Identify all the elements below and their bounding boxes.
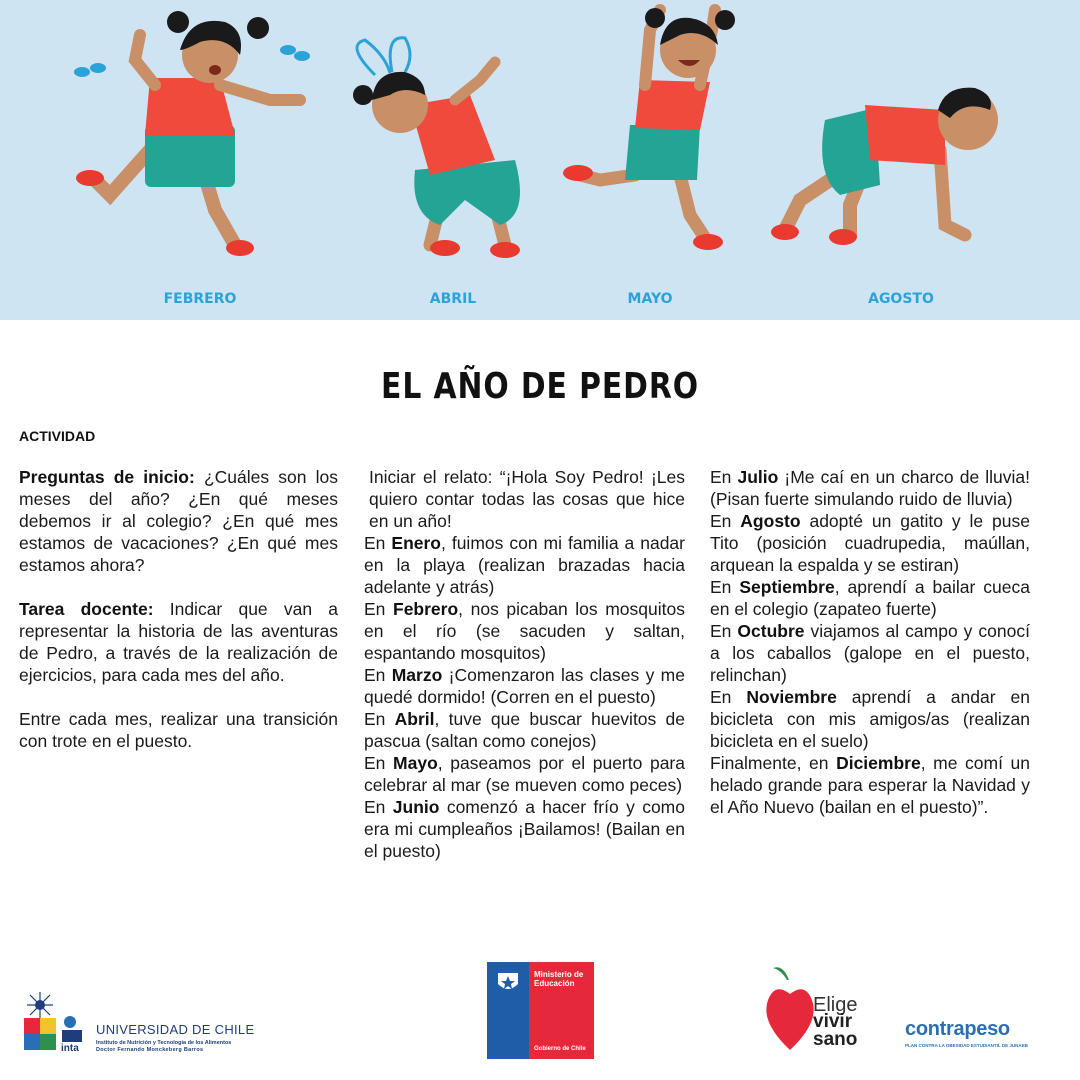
elige-vivir-sano-word-vivir: vivir — [813, 1011, 853, 1032]
month-label-agosto: AGOSTO — [868, 291, 934, 307]
boy-agosto-figure — [771, 88, 998, 245]
story-item: En Abril, tuve que buscar huevitos de pascua (saltan como conejos) — [364, 709, 685, 751]
girl-febrero-figure — [76, 11, 300, 256]
gobierno-de-chile-text: Gobierno de Chile — [534, 1046, 586, 1052]
column-story-part-2 — [710, 466, 1030, 818]
starting-questions-paragraph — [19, 466, 338, 576]
story-item: En Mayo, paseamos por el puerto para celebrar al mar (se mueven como peces) — [364, 753, 685, 795]
starting-questions-text: ¿Cuáles son los meses del año? ¿En qué meses debemos ir al colegio? ¿En qué mes estamos de vacaciones? ¿En qué mes estamos ahora? — [19, 467, 338, 575]
story-item: En Julio ¡Me caí en un charco de lluvia! (Pisan fuerte simulando ruido de lluvia) — [710, 467, 1030, 509]
girl-mayo-figure — [563, 8, 735, 250]
teacher-task-heading: Tarea docente: — [19, 599, 154, 619]
story-intro: Iniciar el relato: “¡Hola Soy Pedro! ¡Les quiero contar todas las cosas que hice en un año! — [369, 467, 685, 531]
column-intro — [19, 466, 338, 752]
elige-vivir-sano-word-elige: Elige — [813, 994, 858, 1016]
story-item: En Enero, fuimos con mi familia a nadar en la playa (realizan brazadas hacia adelante y atrás) — [364, 533, 685, 597]
contrapeso-logo-text: contrapeso — [905, 1018, 1010, 1040]
inta-logo-text: Instituto de Nutrición y Tecnología de los Alimentos — [96, 1040, 232, 1046]
activity-label: ACTIVIDAD — [19, 428, 96, 444]
month-label-mayo: MAYO — [627, 291, 673, 307]
month-label-abril: ABRIL — [429, 291, 477, 307]
story-item: En Octubre viajamos al campo y conocí a los caballos (galope en el puesto, relinchan) — [710, 621, 1030, 685]
apple-heart-icon — [765, 962, 815, 1052]
inta-logo-subtext: Doctor Fernando Monckeberg Barros — [96, 1047, 204, 1053]
mineduc-logo — [487, 962, 594, 1059]
story-item: En Agosto adopté un gatito y le puse Tito (posición cuadrupedia, maúllan, arquean la espalda y se estiran) — [710, 511, 1030, 575]
uchile-inta-logo-icon — [22, 990, 92, 1060]
story-item: En Septiembre, aprendí a bailar cueca en el colegio (zapateo fuerte) — [710, 577, 1030, 619]
transition-paragraph: Entre cada mes, realizar una transición con trote en el puesto. — [19, 709, 338, 751]
page-title: EL AÑO DE PEDRO — [381, 366, 699, 407]
girl-abril-figure — [353, 38, 520, 258]
mineduc-line2: Educación — [534, 979, 575, 988]
story-item: En Junio comenzó a hacer frío y como era mi cumpleaños ¡Bailamos! (Bailan en el puesto) — [364, 797, 685, 861]
starting-questions-heading: Preguntas de inicio: — [19, 467, 195, 487]
column-story-part-1 — [364, 466, 685, 862]
uchile-logo-text: UNIVERSIDAD DE CHILE — [96, 1022, 255, 1037]
inta-logo-word: inta — [61, 1043, 79, 1054]
teacher-task-text: Indicar que van a representar la historia de las aventuras de Pedro, a través de la realización de ejercicios, para cada mes del año. — [19, 599, 339, 685]
story-item: En Marzo ¡Comenzaron las clases y me quedé dormido! (Corren en el puesto) — [364, 665, 685, 707]
illustration-banner — [0, 0, 1080, 320]
mineduc-line1: Ministerio de — [534, 970, 584, 979]
elige-vivir-sano-word-sano: sano — [813, 1029, 858, 1050]
story-item: En Noviembre aprendí a andar en bicicleta con mis amigos/as (realizan bicicleta en el suelo) — [710, 687, 1030, 751]
story-item: Finalmente, en Diciembre, me comí un helado grande para esperar la Navidad y el Año Nuevo (bailan en el puesto)”. — [710, 753, 1030, 817]
kids-exercising-illustration — [0, 0, 1080, 320]
teacher-task-paragraph — [19, 598, 338, 686]
story-item: En Febrero, nos picaban los mosquitos en el río (se sacuden y saltan, espantando mosquitos) — [364, 599, 685, 663]
contrapeso-tagline: PLAN CONTRA LA OBESIDAD ESTUDIANTIL DE JUNAEB — [905, 1043, 1028, 1048]
chile-coat-of-arms-icon — [495, 968, 521, 996]
month-label-febrero: FEBRERO — [163, 291, 237, 307]
